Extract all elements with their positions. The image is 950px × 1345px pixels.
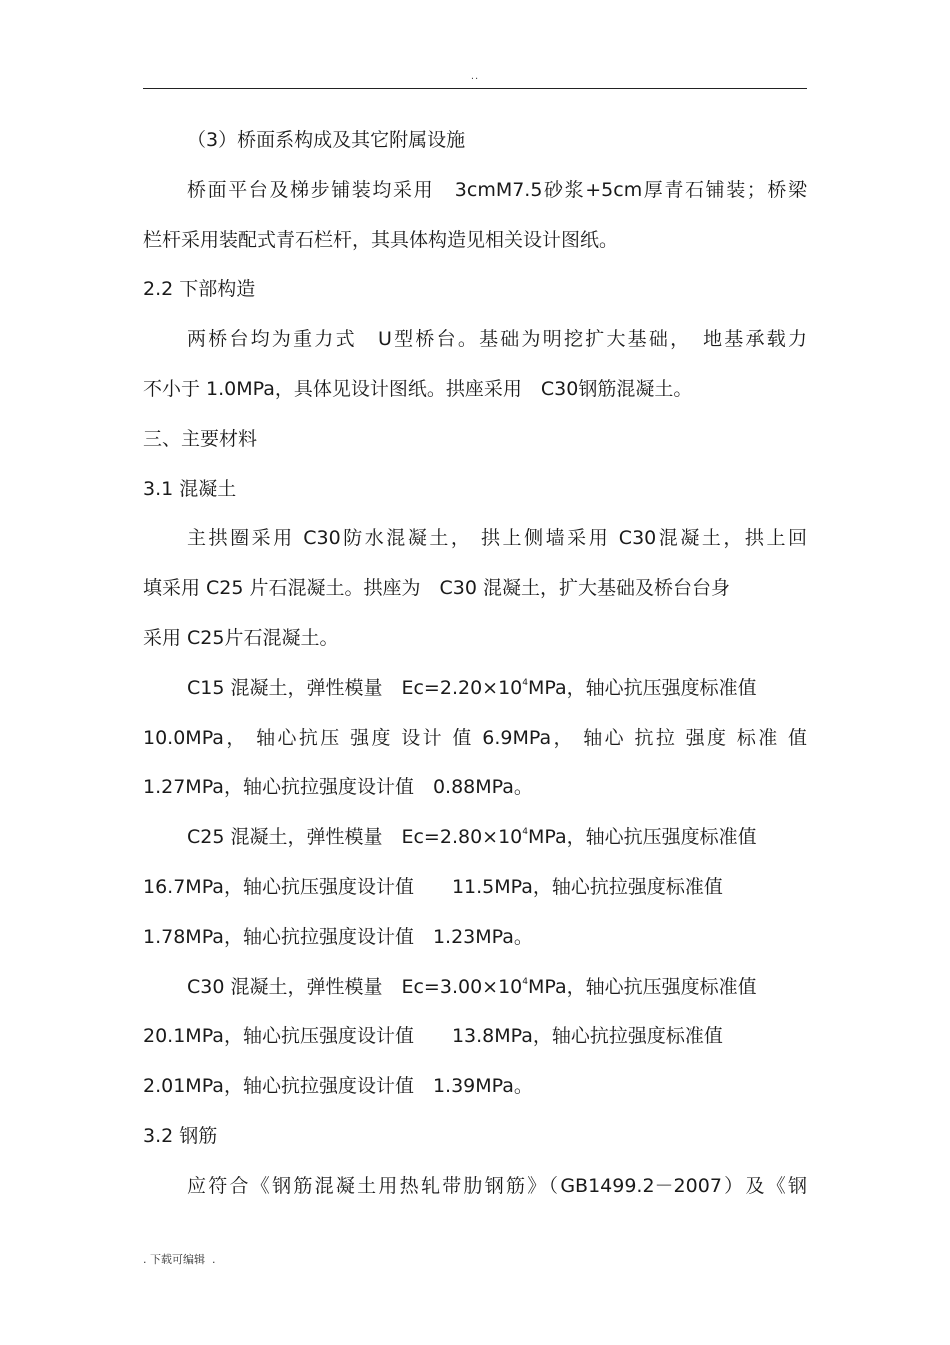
- c25-text-a: C25 混凝土，弹性模量 Ec=2.80×10: [187, 826, 523, 849]
- c15-exponent: 4: [522, 677, 528, 688]
- paragraph-line: 1.78MPa，轴心抗拉强度设计值 1.23MPa。: [143, 925, 533, 948]
- header-mark: ..: [470, 71, 480, 82]
- paragraph-line-c25: [143, 813, 807, 863]
- section-heading-bridge-deck: （3）桥面系构成及其它附属设施: [187, 129, 466, 151]
- paragraph-line-c15: [143, 664, 807, 714]
- paragraph-line: 桥面平台及梯步铺装均采用 3cmM7.5砂浆+5cm厚青石铺装；桥梁: [187, 178, 807, 201]
- c25-text-b: MPa，轴心抗压强度标准值: [528, 826, 757, 849]
- c30-exponent: 4: [522, 976, 528, 987]
- c25-exponent: 4: [522, 827, 528, 838]
- paragraph-line: 两桥台均为重力式 U型桥台。基础为明挖扩大基础， 地基承载力: [187, 328, 807, 351]
- header-rule: [143, 88, 807, 89]
- paragraph-line-c30: [143, 963, 807, 1013]
- chapter-heading-materials: 三、主要材料: [143, 427, 258, 450]
- c30-text-a: C30 混凝土，弹性模量 Ec=3.00×10: [187, 975, 523, 998]
- paragraph-line: 主拱圈采用 C30防水混凝土， 拱上侧墙采用 C30混凝土，拱上回: [187, 527, 807, 550]
- paragraph-line: 应符合《钢筋混凝土用热轧带肋钢筋》（GB1499.2－2007）及《钢: [187, 1174, 807, 1197]
- c15-text-b: MPa，轴心抗压强度标准值: [528, 676, 757, 699]
- section-heading-concrete: 3.1 混凝土: [143, 477, 237, 500]
- section-heading-rebar: 3.2 钢筋: [143, 1124, 218, 1147]
- paragraph-line: 20.1MPa，轴心抗压强度设计值 13.8MPa，轴心抗拉强度标准值: [143, 1025, 723, 1048]
- paragraph-line: 2.01MPa，轴心抗拉强度设计值 1.39MPa。: [143, 1075, 533, 1098]
- paragraph-line: 栏杆采用装配式青石栏杆，其具体构造见相关设计图纸。: [143, 228, 619, 251]
- paragraph-line: 10.0MPa， 轴心抗压 强度 设计 值 6.9MPa， 轴心 抗拉 强度 标准 值: [143, 726, 807, 749]
- paragraph-line: 采用 C25片石混凝土。: [143, 626, 339, 649]
- c15-text-a: C15 混凝土，弹性模量 Ec=2.20×10: [187, 676, 523, 699]
- paragraph-line: 填采用 C25 片石混凝土。拱座为 C30 混凝土，扩大基础及桥台台身: [143, 577, 731, 600]
- paragraph-line: 16.7MPa，轴心抗压强度设计值 11.5MPa，轴心抗拉强度标准值: [143, 875, 723, 898]
- c30-text-b: MPa，轴心抗压强度标准值: [528, 975, 757, 998]
- paragraph-line: 1.27MPa，轴心抗拉强度设计值 0.88MPa。: [143, 776, 533, 799]
- document-body: [143, 116, 807, 1212]
- paragraph-line: 不小于 1.0MPa，具体见设计图纸。拱座采用 C30钢筋混凝土。: [143, 377, 693, 400]
- section-heading-substructure: 2.2 下部构造: [143, 278, 256, 301]
- footer-note: . 下载可编辑 .: [143, 1253, 216, 1266]
